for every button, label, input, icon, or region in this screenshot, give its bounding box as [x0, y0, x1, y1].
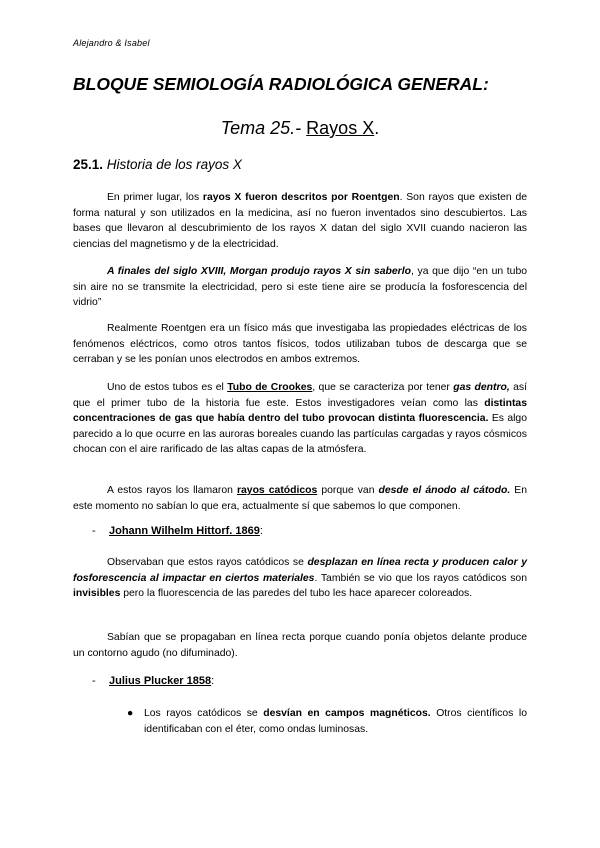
item-colon: :: [259, 525, 263, 537]
bullet-item-magnetic: [127, 706, 527, 737]
text-run: Los rayos catódicos se: [144, 708, 264, 719]
paragraph-fisico: [73, 321, 527, 368]
topic-title: [0, 118, 600, 139]
paragraph-hittorf: [73, 555, 527, 602]
section-title: Historia de los rayos X: [106, 157, 242, 172]
text-run-bold-italic: desplazan en línea recta y producen calor y fosforescencia al impactar en ciertos materiales: [73, 557, 527, 584]
text-run: pero la fluorescencia de las paredes del tubo les hace aparecer coloreados.: [120, 588, 473, 600]
text-run-bold: desvían en campos magnéticos.: [263, 708, 431, 719]
text-run-bold-underline: Tubo de Crookes: [227, 382, 313, 393]
paragraph-roentgen: [73, 190, 527, 252]
section-heading: [73, 157, 242, 172]
text-run: Sabían que se propagaban en línea recta porque cuando ponía objetos delante produce un contorno agudo (no difuminado).: [73, 632, 527, 659]
text-run: , ya que dijo “en un tubo sin aire no se transmite la electricidad, pero si este tiene aire se producía la fosforescencia del vidrio”: [73, 266, 528, 309]
text-run: . Son rayos que existen de forma natural y son utilizados en la medicina, así no fueron inventados sino descubiertos. Las bases que llevaron al descubrimiento de los rayos X datan del siglo XVII cuando nacieron las ciencias del magnetismo y de la electricidad.: [73, 192, 527, 250]
item-colon: :: [211, 675, 215, 687]
list-item-plucker: [92, 675, 214, 687]
bullet-text: [127, 706, 527, 737]
text-run: Realmente Roentgen era un físico más que investigaba las propiedades eléctricas de los fenómenos eléctricos, como otros tantos físicos, todos utilizaban tubos de descarga que se cerraban y se les ponían unos electrodos en ambos extremos.: [73, 323, 527, 366]
text-run-bold-italic: A finales del siglo XVIII, Morgan produjo rayos X sin saberlo: [107, 266, 411, 277]
paragraph-crookes: [73, 380, 527, 458]
block-title: BLOQUE SEMIOLOGÍA RADIOLÓGICA GENERAL:: [73, 74, 489, 94]
dash-marker: -: [92, 525, 96, 537]
text-run: A estos rayos los llamaron: [107, 485, 237, 496]
list-item-hittorf: [92, 525, 263, 537]
text-run-bold: distintas concentraciones de gas que había dentro del tubo provocan distinta fluorescencia.: [73, 397, 527, 425]
item-name: Julius Plucker 1858: [109, 675, 212, 687]
item-name: Johann Wilhelm Hittorf. 1869: [109, 525, 260, 537]
dash-marker: -: [92, 675, 96, 687]
paragraph-catodicos: [73, 483, 527, 514]
text-run: . También se vio que los rayos catódicos son: [314, 572, 527, 584]
page-header: Alejandro & Isabel: [73, 38, 150, 48]
text-run: así que el primer tubo de la historia fue este. Estos investigadores veían como las: [73, 382, 528, 409]
text-run: porque van: [317, 485, 379, 496]
text-run: , que se caracteriza por tener: [312, 382, 454, 393]
text-run-bold: invisibles: [73, 588, 121, 600]
text-run-bold-underline: rayos catódicos: [236, 485, 318, 496]
topic-name: Rayos X: [306, 118, 375, 138]
text-run: Otros científicos lo identificaban con el éter, como ondas luminosas.: [144, 708, 527, 735]
text-run: Uno de estos tubos es el: [107, 382, 228, 393]
text-run-bold-italic: desde el ánodo al cátodo.: [378, 485, 511, 496]
text-run: En primer lugar, los: [107, 192, 203, 203]
bullet-icon: ●: [127, 708, 134, 719]
paragraph-linea-recta: [73, 630, 527, 661]
section-number: 25.1.: [73, 157, 104, 172]
topic-suffix: .: [374, 118, 380, 138]
text-run-bold: rayos X fueron descritos por Roentgen: [202, 192, 400, 203]
topic-prefix: Tema 25.-: [220, 118, 302, 138]
paragraph-morgan: [73, 264, 527, 311]
text-run: Observaban que estos rayos catódicos se: [107, 557, 308, 568]
text-run: Es algo parecido a lo que ocurre en las auroras boreales cuando las partículas cargadas y rayos cósmicos chocan con el aire rarificado de las altas capas de la atmósfera.: [73, 413, 527, 456]
text-run-bold-italic: gas dentro,: [453, 382, 510, 393]
text-run: En este momento no sabían lo que era, actualmente sí que sabemos lo que componen.: [73, 485, 527, 512]
